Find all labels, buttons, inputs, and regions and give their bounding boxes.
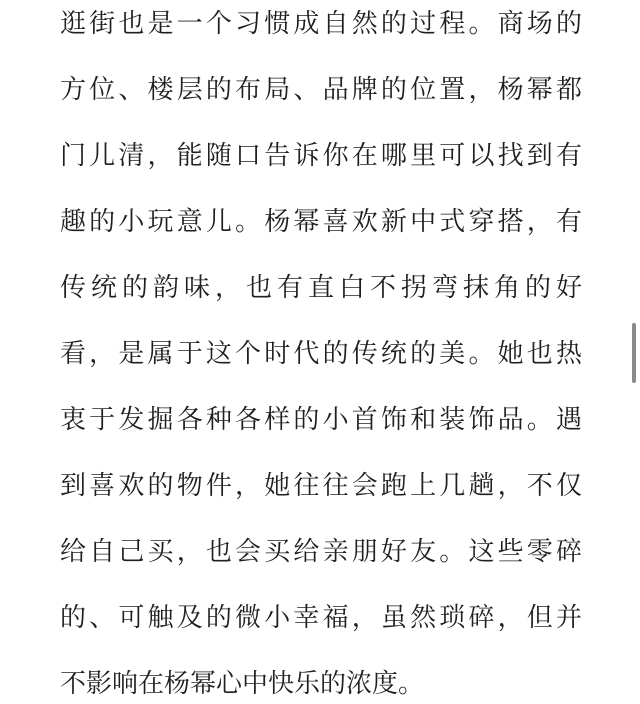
paragraph-line: 传统的韵味，也有直白不拐弯抹角的好 [60, 273, 582, 303]
paragraph-line: 逛街也是一个习惯成自然的过程。商场的 [60, 9, 582, 39]
paragraph-line: 门儿清，能随口告诉你在哪里可以找到有 [60, 141, 582, 171]
paragraph-line: 的、可触及的微小幸福，虽然琐碎，但并 [60, 603, 582, 633]
paragraph-line: 不影响在杨幂心中快乐的浓度。 [60, 669, 425, 699]
scrollbar[interactable] [628, 0, 640, 678]
paragraph-line: 趣的小玩意儿。杨幂喜欢新中式穿搭，有 [60, 207, 582, 237]
paragraph-line: 方位、楼层的布局、品牌的位置，杨幂都 [60, 75, 582, 105]
paragraph-line: 给自己买，也会买给亲朋好友。这些零碎 [60, 537, 582, 567]
paragraph-line: 看，是属于这个时代的传统的美。她也热 [60, 339, 582, 369]
paragraph-line: 衷于发掘各种各样的小首饰和装饰品。遇 [60, 405, 582, 435]
paragraph-line: 到喜欢的物件，她往往会跑上几趟，不仅 [60, 471, 582, 501]
scrollbar-thumb[interactable] [632, 323, 636, 383]
